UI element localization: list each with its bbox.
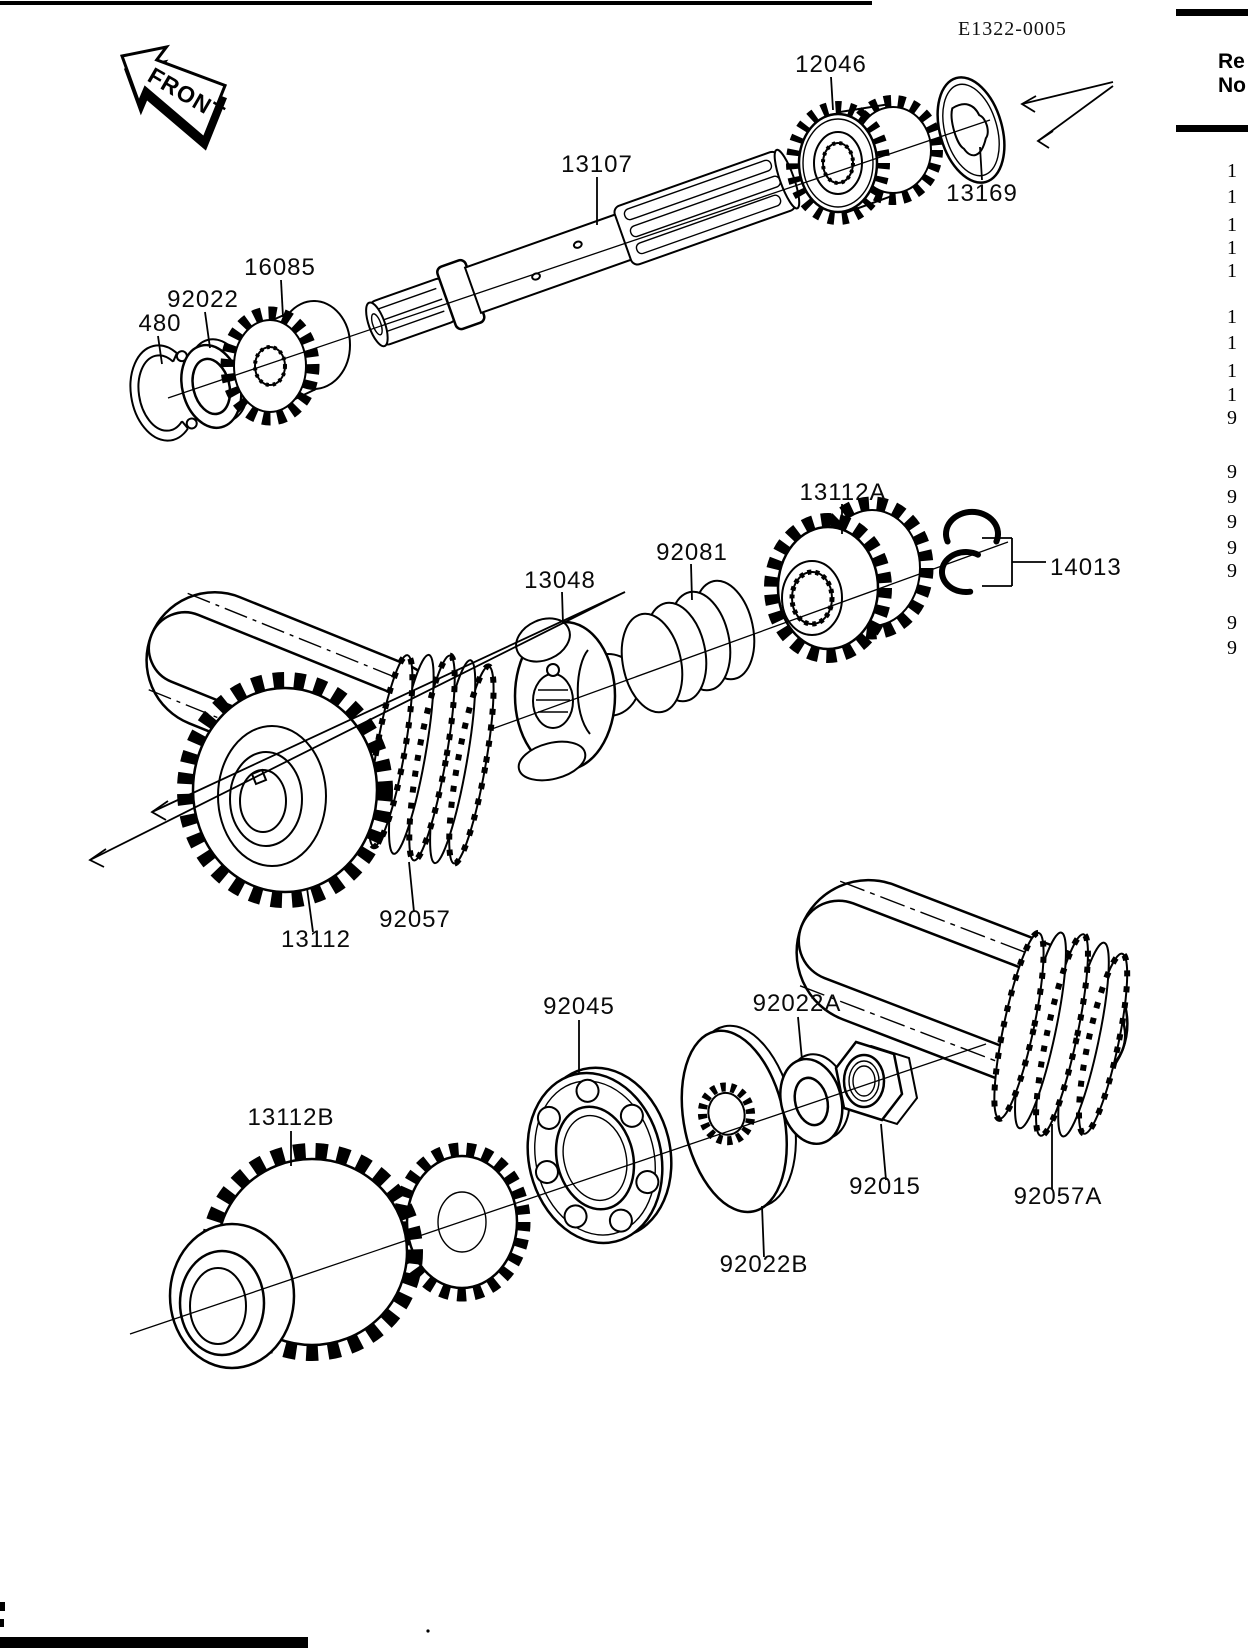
table-rule-header [1176, 125, 1248, 132]
table-row-digit: 1 [1227, 260, 1237, 282]
part-label-92045: 92045 [543, 993, 615, 1020]
table-rule-top [1176, 9, 1248, 16]
part-label-92015: 92015 [849, 1173, 921, 1200]
part-label-92057: 92057 [379, 906, 451, 933]
part-label-13112: 13112 [281, 926, 351, 953]
ref-table [1176, 9, 1248, 659]
bottom-left-bar [0, 1637, 308, 1648]
table-row-digit: 9 [1227, 612, 1237, 634]
part-label-13107: 13107 [561, 151, 633, 178]
left-edge-mark [0, 1619, 4, 1627]
table-row-digit: 9 [1227, 407, 1237, 429]
part-label-12046: 12046 [795, 51, 867, 78]
spring-92081 [613, 575, 763, 718]
table-row-digit: 1 [1227, 237, 1237, 259]
table-row-digit: 1 [1227, 384, 1237, 406]
part-label-13112A: 13112A [799, 479, 887, 506]
gear-16085 [227, 301, 350, 419]
front-arrow-label: FRONT [143, 62, 230, 127]
part-label-13169: 13169 [946, 180, 1018, 207]
top-border-line [0, 1, 872, 5]
circlip-bracket [982, 538, 1046, 586]
table-header-ref: Re [1218, 50, 1245, 73]
sprocket-12046 [792, 101, 937, 219]
part-label-14013: 14013 [1050, 554, 1122, 581]
gear-13112B [170, 1149, 524, 1368]
part-label-92081: 92081 [656, 539, 728, 566]
front-direction-arrow [101, 30, 241, 152]
bearing-92045 [509, 1053, 689, 1257]
part-label-13048: 13048 [524, 567, 596, 594]
drawing-code: E1322-0005 [958, 18, 1067, 40]
part-label-480: 480 [138, 310, 182, 337]
stray-dot [426, 1629, 429, 1632]
table-header-no: No [1218, 74, 1246, 97]
table-row-digit: 1 [1227, 306, 1237, 328]
table-row-digit: 9 [1227, 537, 1237, 559]
direction-arrows-top-right [1022, 82, 1113, 148]
left-edge-mark [0, 1602, 5, 1611]
table-row-digit: 9 [1227, 560, 1237, 582]
part-label-92057A: 92057A [1013, 1183, 1103, 1210]
table-row-digit: 1 [1227, 214, 1237, 236]
table-row-digit: 9 [1227, 511, 1237, 533]
part-label-92022: 92022 [167, 286, 239, 313]
washer-13169 [926, 70, 1015, 191]
table-row-digit: 9 [1227, 486, 1237, 508]
part-label-13112B: 13112B [247, 1104, 335, 1131]
table-row-digit: 1 [1227, 186, 1237, 208]
table-row-digit: 9 [1227, 637, 1237, 659]
circlip-14013 [942, 512, 998, 592]
table-row-digit: 9 [1227, 461, 1237, 483]
table-row-digit: 1 [1227, 332, 1237, 354]
part-label-92022B: 92022B [719, 1251, 809, 1278]
table-row-digit: 1 [1227, 160, 1237, 182]
part-label-16085: 16085 [244, 254, 316, 281]
table-row-digit: 1 [1227, 360, 1237, 382]
part-label-92022A: 92022A [752, 990, 842, 1017]
